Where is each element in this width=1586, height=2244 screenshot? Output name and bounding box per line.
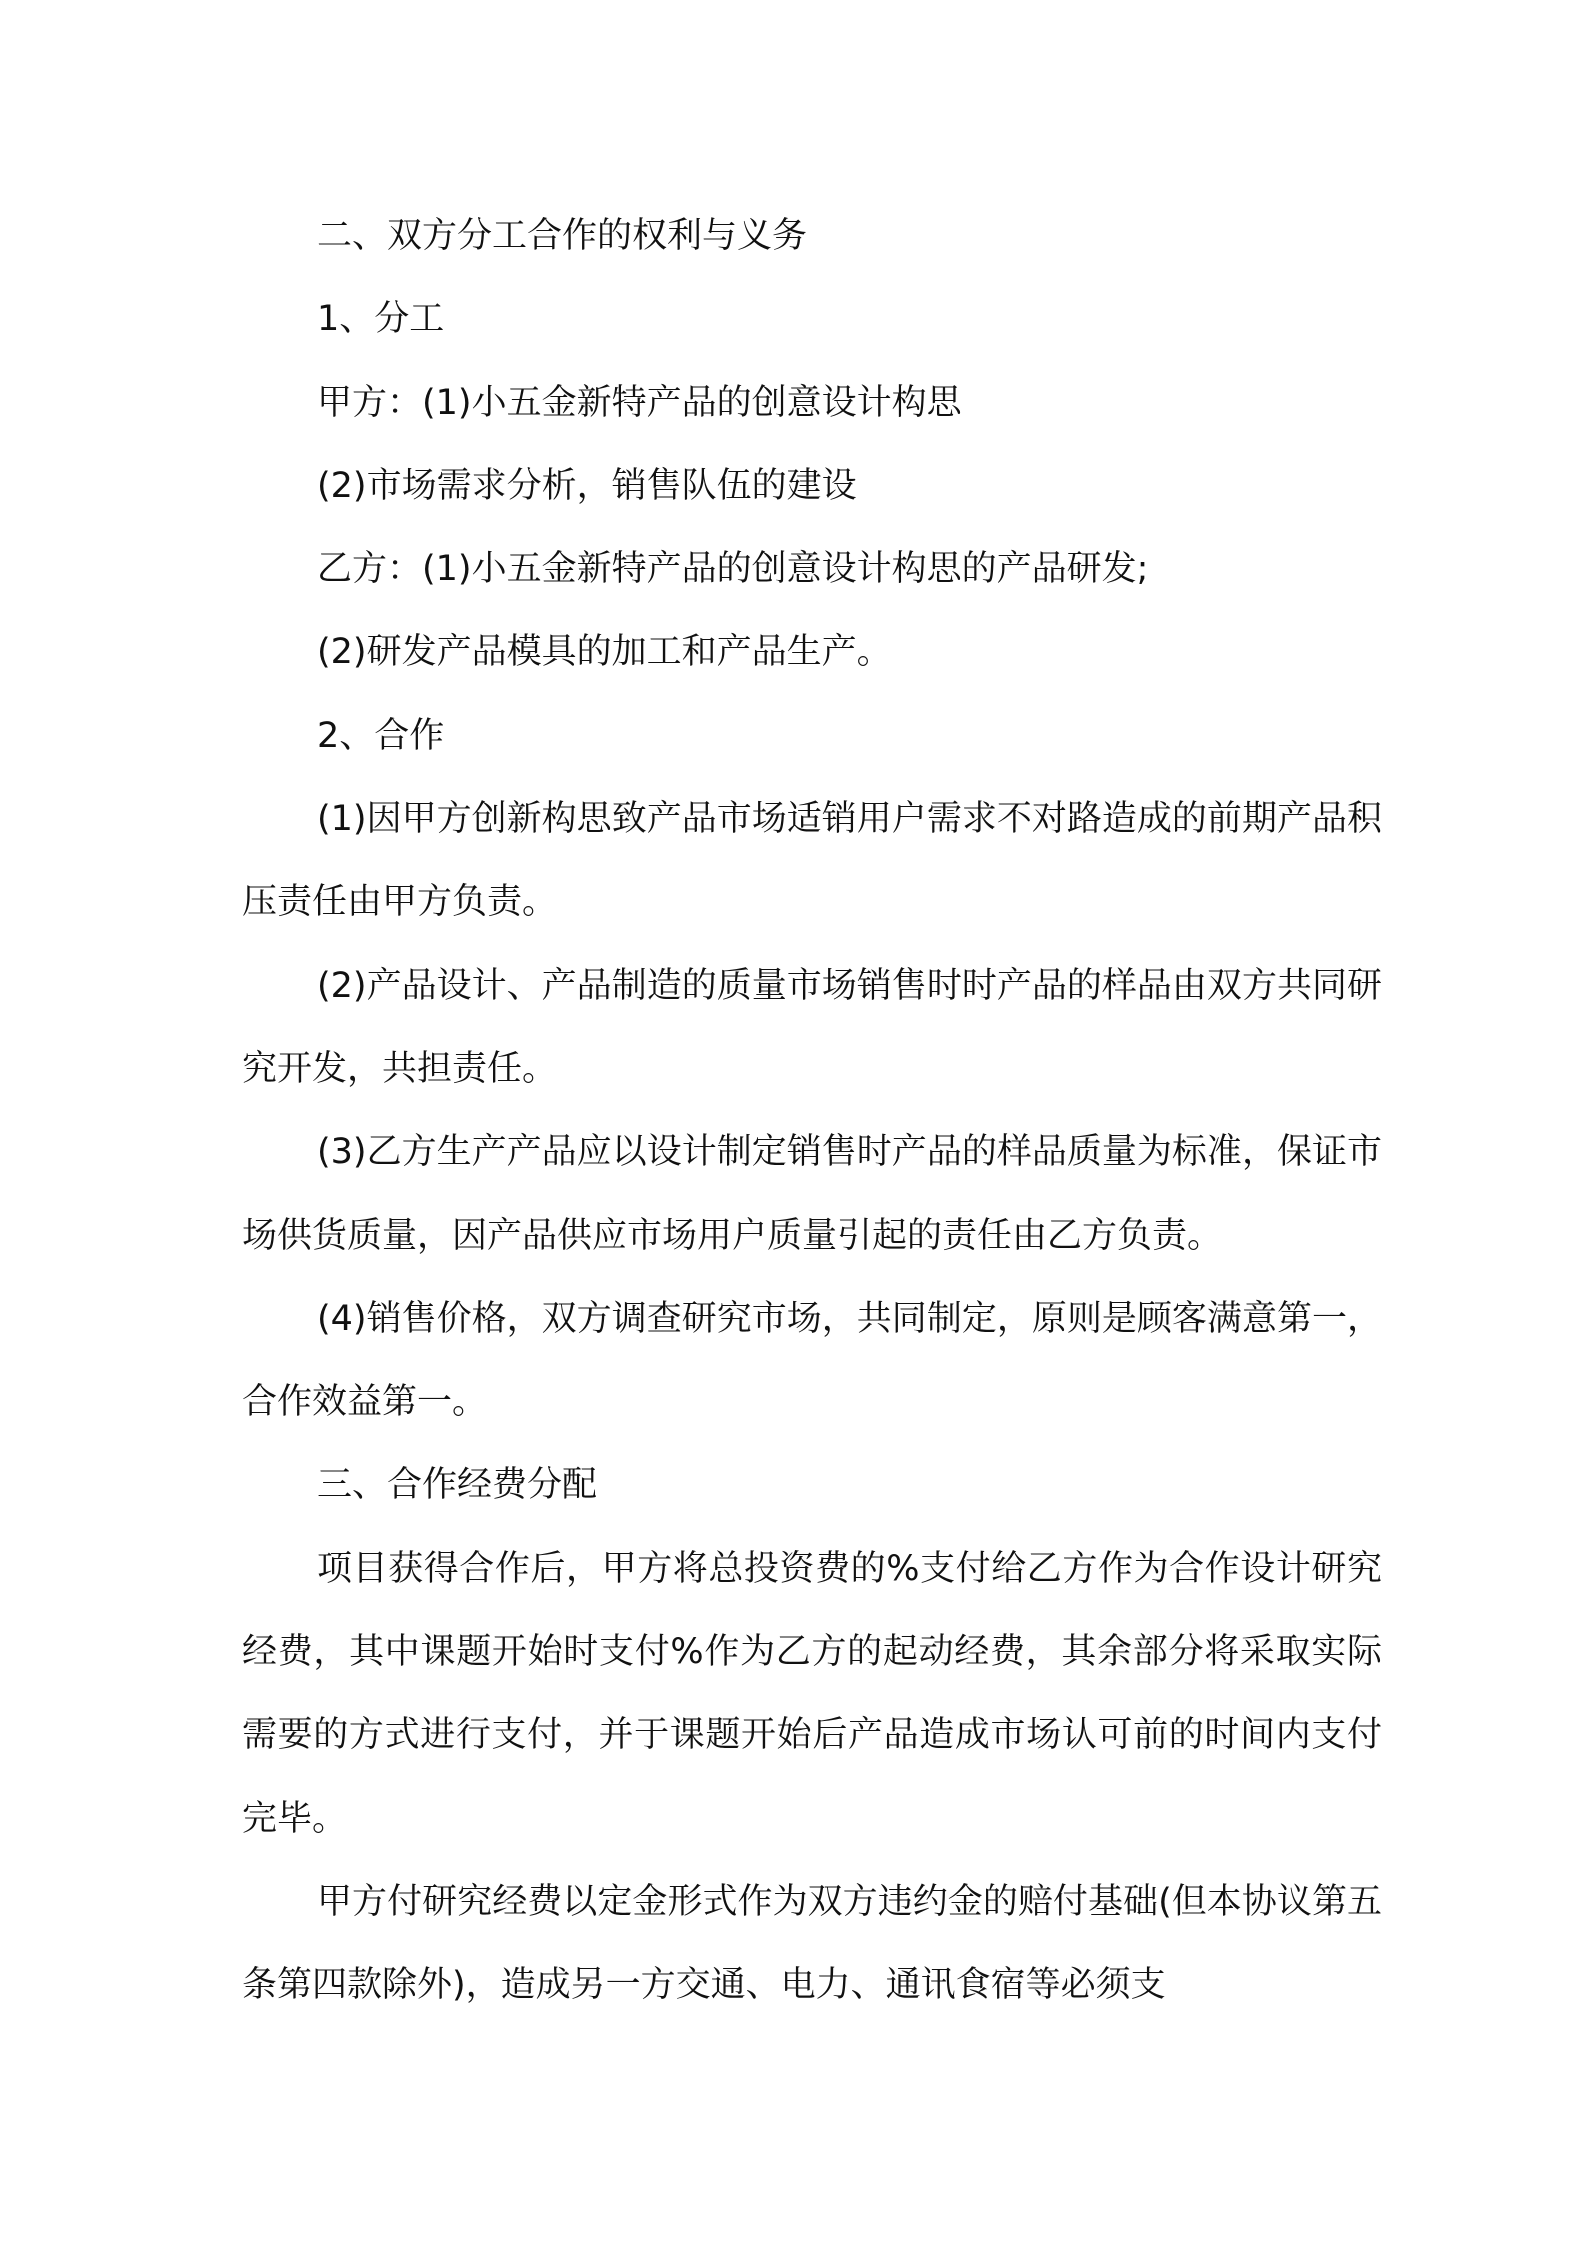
section-heading-rights-obligations: 二、双方分工合作的权利与义务	[317, 216, 808, 256]
cooperation-clause-1: (1)因甲方创新构思致产品市场适销用户需求不对路造成的前期产品积压责任由甲方负责。	[242, 799, 1382, 923]
cooperation-clause-4: (4)销售价格，双方调查研究市场，共同制定，原则是顾客满意第一，合作效益第一。	[242, 1298, 1382, 1423]
cooperation-clause-3: (3)乙方生产产品应以设计制定销售时产品的样品质量为标准，保证市场供货质量，因产品供应市场用户质量引起的责任由乙方负责。	[242, 1132, 1382, 1256]
party-a-duty-2: (2)市场需求分析，销售队伍的建设	[317, 465, 857, 506]
party-b-duty-2: (2)研发产品模具的加工和产品生产。	[317, 632, 892, 673]
document-body	[242, 195, 1382, 2028]
subsection-heading-division: 1、分工	[317, 299, 445, 340]
section-heading-funding: 三、合作经费分配	[317, 1465, 598, 1506]
party-b-duty-1: 乙方：(1)小五金新特产品的创意设计构思的产品研发;	[317, 549, 1149, 590]
cooperation-clause-2: (2)产品设计、产品制造的质量市场销售时时产品的样品由双方共同研究开发，共担责任。	[242, 965, 1382, 1089]
funding-paragraph-2: 甲方付研究经费以定金形式作为双方违约金的赔付基础(但本协议第五条第四款除外)，造成另一方交通、电力、通讯食宿等必须支	[242, 1881, 1382, 2006]
subsection-heading-cooperation: 2、合作	[317, 715, 445, 756]
funding-paragraph-1: 项目获得合作后，甲方将总投资费的%支付给乙方作为合作设计研究经费，其中课题开始时支付%作为乙方的起动经费，其余部分将采取实际需要的方式进行支付，并于课题开始后产品造成市场认可前的时间内支付完毕。	[242, 1548, 1382, 1839]
party-a-duty-1: 甲方：(1)小五金新特产品的创意设计构思	[317, 382, 962, 423]
